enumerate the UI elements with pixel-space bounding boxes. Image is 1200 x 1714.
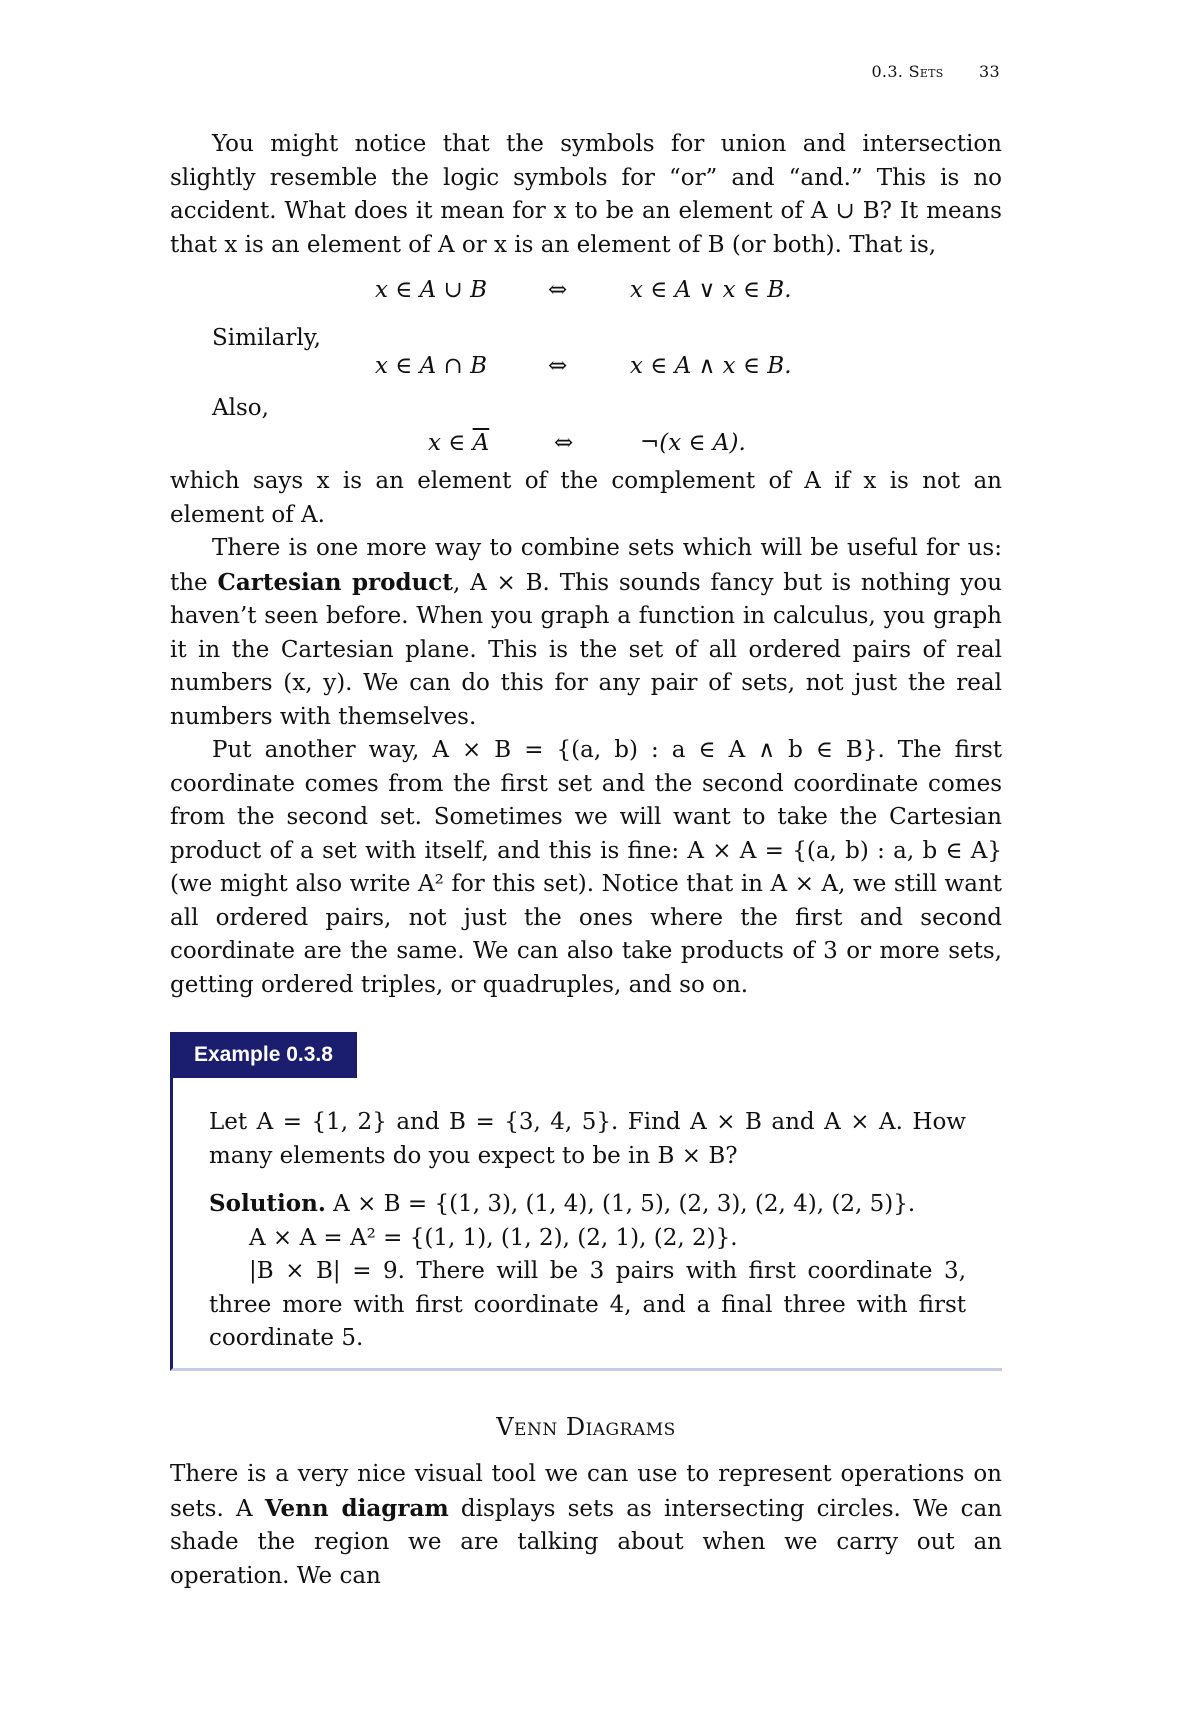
complement-lhs — [428, 427, 489, 461]
complement-set: $\overline{A}$ — [472, 430, 490, 456]
term-cartesian-product: Cartesian product — [217, 568, 453, 596]
page-number: 33 — [979, 62, 1000, 81]
paragraph-union-intro: You might notice that the symbols for union and intersection slightly resemble the logic symbols for “or” and “and.” This is no accident. What does it mean for x to be an element of A ∪ B? It means that x is an element of A or x is an element of B (or both). That is, — [170, 131, 1002, 258]
example-body — [173, 1078, 1002, 1356]
running-head — [871, 62, 1000, 81]
solution-label: Solution. — [209, 1190, 326, 1217]
running-head-section: 0.3. Sets — [871, 62, 944, 81]
label-also: Also, — [212, 394, 269, 421]
example-solution-line3: |B × B| = 9. There will be 3 pairs with first coordinate 3, three more with first coordinate 4, and a final three with first coordinate 5. — [209, 1258, 966, 1351]
paragraph-complement: which says x is an element of the complement of A if x is not an element of A. — [170, 468, 1002, 528]
example-solution-line2: A × A = A² = {(1, 1), (1, 2), (2, 1), (2, 2)}. — [249, 1224, 738, 1251]
display-intersection — [170, 338, 1002, 392]
union-lhs: x ∈ A ∪ B — [375, 277, 488, 303]
example-title: Example 0.3.8 — [170, 1032, 357, 1078]
iff-symbol: ⇔ — [548, 352, 568, 379]
complement-lhs-prefix: x ∈ — [428, 430, 473, 456]
complement-rhs: ¬(x ∈ A). — [640, 430, 746, 456]
intersection-rhs: x ∈ A ∧ x ∈ B. — [630, 352, 792, 379]
example-box — [170, 1032, 1002, 1371]
section-heading-venn: Venn Diagrams — [496, 1412, 676, 1441]
paragraph-another-way: Put another way, A × B = {(a, b) : a ∈ A ∧ b ∈ B}. The first coordinate comes from the first set and the second coordinate comes from the second set. Sometimes we will want to take the Cartesian product of a set with itself, and this is fine: A × A = {(a, b) : a, b ∈ A} (we might also write A² for this set). Notice that in A × A, we still want all ordered pairs, not just the ones where the first and second coordinate are the same. We can also take products of 3 or more sets, getting ordered triples, or quadruples, and so on. — [170, 737, 1002, 998]
page-body — [170, 128, 1002, 1593]
term-venn-diagram: Venn diagram — [264, 1494, 449, 1522]
example-solution-line1 — [209, 1187, 966, 1222]
iff-symbol: ⇔ — [548, 277, 568, 303]
intersection-lhs: x ∈ A ∩ B — [375, 352, 488, 379]
example-problem: Let A = {1, 2} and B = {3, 4, 5}. Find A × B and A × A. How many elements do you expect to be in B × B? — [209, 1109, 966, 1169]
cartesian-post: , A × B. This sounds fancy but is nothing you haven’t seen before. When you graph a function in calculus, you graph it in the Cartesian plane. This is the set of all ordered pairs of real numbers (x, y). We can do this for any pair of sets, not just the real numbers with themselves. — [170, 569, 1003, 730]
paragraph-venn-intro — [170, 1458, 1002, 1593]
solution-axb: A × B = {(1, 3), (1, 4), (1, 5), (2, 3), (2, 4), (2, 5)}. — [333, 1191, 916, 1217]
display-complement — [170, 415, 1002, 465]
display-union — [170, 262, 1002, 322]
cartesian-pre: There is one more way to combine sets which will be useful for us: the — [170, 535, 1002, 596]
paragraph-cartesian — [170, 532, 1002, 734]
venn-intro-post: displays sets as intersecting circles. We can shade the region we are talking about when we carry out an operation. We can — [170, 1495, 1003, 1589]
venn-intro-pre: There is a very nice visual tool we can use to represent operations on sets. A — [170, 1461, 1002, 1522]
iff-symbol: ⇔ — [554, 430, 574, 456]
union-rhs: x ∈ A ∨ x ∈ B. — [630, 277, 792, 303]
label-similarly: Similarly, — [212, 325, 321, 351]
